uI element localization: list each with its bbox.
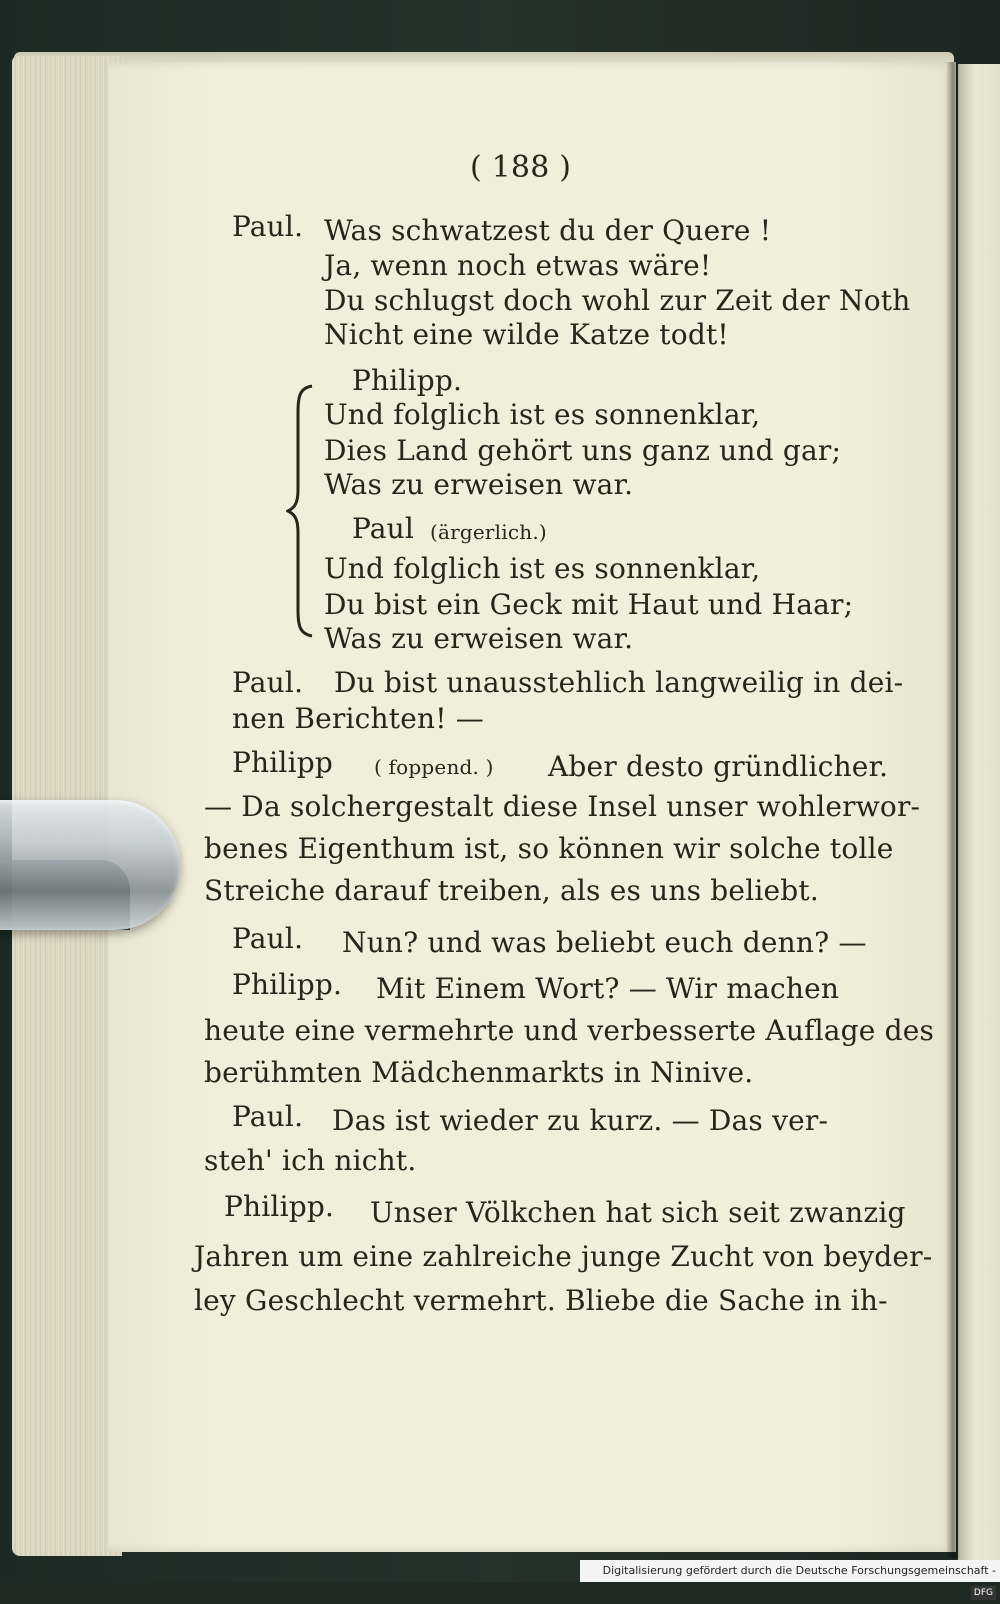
speaker-paul: Paul. bbox=[232, 1100, 304, 1133]
speaker-paul: Paul. bbox=[232, 210, 304, 243]
facing-page-edge bbox=[958, 64, 1000, 1560]
stage-direction: ( foppend. ) bbox=[374, 755, 494, 779]
speaker-paul: Paul bbox=[352, 512, 415, 545]
verse-line: Und folglich ist es sonnenklar, bbox=[324, 552, 761, 585]
speaker-paul: Paul. bbox=[232, 666, 304, 699]
verse-line: Nicht eine wilde Katze todt! bbox=[324, 318, 729, 351]
prose-line: benes Eigenthum ist, so können wir solche tolle bbox=[204, 832, 894, 865]
speaker-paul: Paul. bbox=[232, 922, 304, 955]
scanner-clamp bbox=[0, 800, 180, 930]
prose-line: Du bist unausstehlich langweilig in dei- bbox=[334, 666, 904, 699]
prose-line: Jahren um eine zahlreiche junge Zucht von beyder- bbox=[194, 1240, 933, 1273]
verse-line: Was zu erweisen war. bbox=[324, 622, 634, 655]
speaker-philipp: Philipp. bbox=[224, 1190, 335, 1223]
speaker-philipp: Philipp. bbox=[352, 364, 463, 397]
verse-line: Ja, wenn noch etwas wäre! bbox=[324, 249, 712, 282]
dfg-logo: DFG bbox=[971, 1586, 996, 1600]
stage-direction: (ärgerlich.) bbox=[430, 520, 547, 544]
speaker-philipp: Philipp bbox=[232, 746, 333, 779]
prose-line: Unser Völkchen hat sich seit zwanzig bbox=[370, 1196, 906, 1229]
prose-line: Nun? und was beliebt euch denn? — bbox=[342, 926, 867, 959]
prose-line: berühmten Mädchenmarkts in Ninive. bbox=[204, 1056, 754, 1089]
verse-line: Dies Land gehört uns ganz und gar; bbox=[324, 434, 842, 467]
curly-brace bbox=[286, 382, 316, 640]
verse-line: Du bist ein Geck mit Haut und Haar; bbox=[324, 588, 854, 621]
prose-line: steh' ich nicht. bbox=[204, 1144, 417, 1177]
page-number: ( 188 ) bbox=[470, 150, 572, 185]
credit-text: Digitalisierung gefördert durch die Deutsche Forschungsgemeinschaft - bbox=[602, 1564, 996, 1577]
gutter-shadow bbox=[946, 62, 960, 1558]
prose-line: — Da solchergestalt diese Insel unser wohlerwor- bbox=[204, 790, 921, 823]
verse-line: Du schlugst doch wohl zur Zeit der Noth bbox=[324, 284, 911, 317]
prose-line: Mit Einem Wort? — Wir machen bbox=[376, 972, 840, 1005]
verse-line: Was schwatzest du der Quere ! bbox=[324, 214, 772, 247]
speaker-philipp: Philipp. bbox=[232, 968, 343, 1001]
prose-line: Streiche darauf treiben, als es uns beliebt. bbox=[204, 874, 819, 907]
prose-line: ley Geschlecht vermehrt. Bliebe die Sache in ih- bbox=[194, 1284, 888, 1317]
prose-line: Aber desto gründlicher. bbox=[548, 750, 889, 783]
verse-line: Was zu erweisen war. bbox=[324, 468, 634, 501]
prose-line: Das ist wieder zu kurz. — Das ver- bbox=[332, 1104, 829, 1137]
digitization-credit bbox=[580, 1560, 1000, 1598]
verse-line: Und folglich ist es sonnenklar, bbox=[324, 398, 761, 431]
prose-line: nen Berichten! — bbox=[232, 702, 484, 735]
prose-line: heute eine vermehrte und verbesserte Auflage des bbox=[204, 1014, 935, 1047]
